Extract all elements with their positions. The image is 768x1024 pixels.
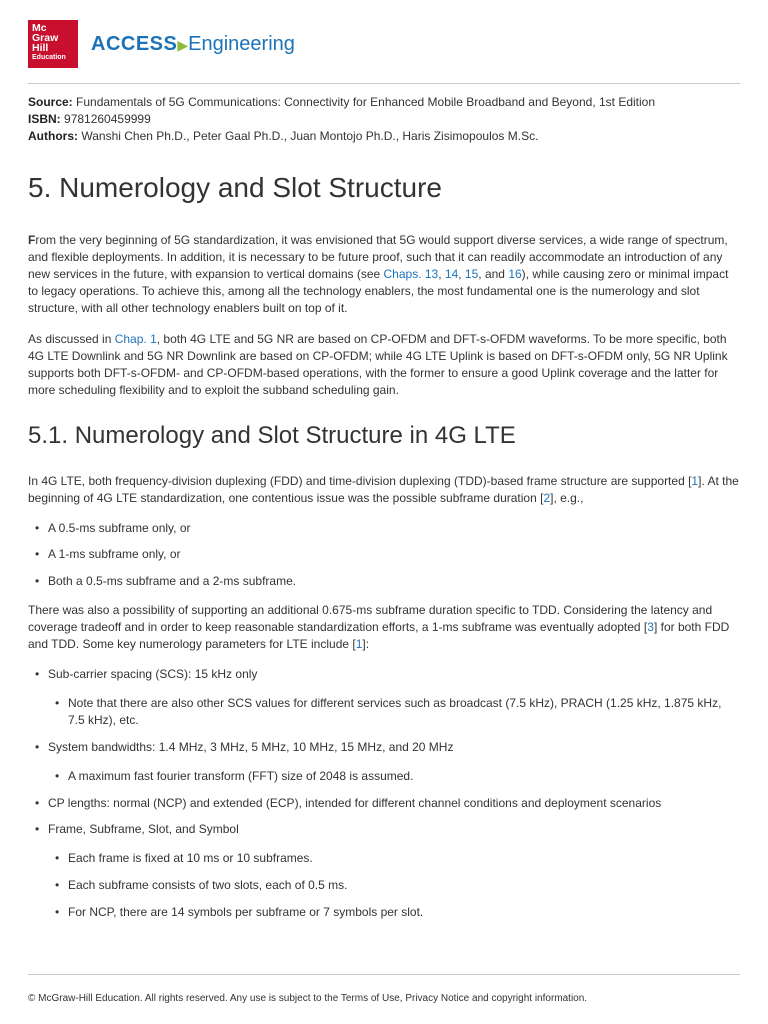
list-item: [35, 520, 740, 537]
separator: , and: [478, 267, 509, 281]
bullet-icon: •: [35, 667, 40, 681]
paragraph-text: ] for both FDD and TDD. Some key numerology parameters for LTE include [: [28, 620, 730, 651]
list-item-text: Each frame is fixed at 10 ms or 10 subframes.: [68, 851, 313, 865]
chapter-link[interactable]: 15: [464, 267, 479, 281]
isbn-label: ISBN:: [28, 112, 61, 126]
list-subitem: [55, 850, 740, 867]
section-title: 5.1. Numerology and Slot Structure in 4G LTE: [28, 422, 516, 449]
footer-divider: [28, 974, 740, 975]
list-item-text: A 0.5-ms subframe only, or: [48, 521, 191, 535]
paragraph-text: ), while causing zero or minimal impact to legacy operations. To achieve this, among all the technology enablers, the most fundamental one is the numerology and slot structure, with all other technology enablers built on top of it.: [28, 267, 729, 315]
bullet-icon: •: [55, 851, 60, 865]
logo-line: Mc: [32, 22, 47, 34]
paragraph-text: rom the very beginning of 5G standardization, it was envisioned that 5G would support diverse services, a wide range of spectrum, and flexible deployments. In addition, it is necessary to be future proof, such that it can readily accommodate an introduction of any new services in the future, with expansion to vertical domains (see: [28, 233, 728, 281]
source-label: Source:: [28, 95, 73, 109]
paragraph: [28, 473, 740, 507]
source-value: Fundamentals of 5G Communications: Connectivity for Enhanced Mobile Broadband and Beyond, 1st Edition: [76, 95, 656, 109]
bullet-icon: •: [55, 878, 60, 892]
authors-label: Authors:: [28, 129, 78, 143]
bullet-icon: •: [55, 696, 60, 710]
list-item-text: Note that there are also other SCS values for different services such as broadcast (7.5 kHz), PRACH (1.25 kHz, 1.875 kHz, 7.5 kHz), etc.: [68, 696, 722, 727]
chapter-title: 5. Numerology and Slot Structure: [28, 172, 442, 203]
list-item: [35, 795, 740, 812]
reference-link[interactable]: 1: [355, 637, 363, 651]
bullet-icon: •: [55, 905, 60, 919]
paragraph-text: In 4G LTE, both frequency-division duplexing (FDD) and time-division duplexing (TDD)-based frame structure are supported [: [28, 474, 692, 488]
list-item-text: Both a 0.5-ms subframe and a 2-ms subframe.: [48, 574, 297, 588]
bullet-icon: •: [35, 547, 40, 561]
access-engineering-logo[interactable]: [91, 31, 295, 58]
list-item: [35, 821, 740, 838]
reference-link[interactable]: 2: [543, 491, 551, 505]
chapter-link[interactable]: Chap. 1: [114, 332, 157, 346]
brand-access: ACCESS: [91, 33, 178, 55]
separator: ,: [458, 267, 465, 281]
paragraph-text: ]. At the beginning of 4G LTE standardization, one contentious issue was the possible subframe duration [: [28, 474, 739, 505]
brand-engineering: Engineering: [188, 33, 295, 55]
chapter-link[interactable]: 16: [508, 267, 522, 281]
chapter-link[interactable]: Chaps. 13: [383, 267, 439, 281]
paragraph: [28, 232, 740, 317]
bullet-icon: •: [55, 769, 60, 783]
reference-link[interactable]: 1: [691, 474, 699, 488]
paragraph: [28, 602, 740, 653]
list-item-text: System bandwidths: 1.4 MHz, 3 MHz, 5 MHz, 10 MHz, 15 MHz, and 20 MHz: [48, 740, 454, 754]
list-item: [35, 546, 740, 563]
footer-copyright: © McGraw-Hill Education. All rights reserved. Any use is subject to the Terms of Use, Privacy Notice and copyright information.: [28, 993, 588, 1004]
paragraph-text: There was also a possibility of supporting an additional 0.675-ms subframe duration specific to TDD. Considering the latency and coverage tradeoff and in order to keep reasonable standardization efforts, a 1-ms subframe was eventually adopted [: [28, 603, 713, 634]
list-item-text: CP lengths: normal (NCP) and extended (ECP), intended for different channel conditions and deployment scenarios: [48, 796, 662, 810]
reference-link[interactable]: 3: [647, 620, 654, 634]
bullet-icon: •: [35, 574, 40, 588]
bullet-icon: •: [35, 740, 40, 754]
list-item-text: A maximum fast fourier transform (FFT) size of 2048 is assumed.: [68, 769, 414, 783]
list-subitem: [55, 695, 740, 729]
bullet-icon: •: [35, 521, 40, 535]
bullet-icon: •: [35, 822, 40, 836]
list-subitem: [55, 904, 740, 921]
list-item-text: A 1-ms subframe only, or: [48, 547, 181, 561]
isbn-value: 9781260459999: [64, 112, 151, 126]
logo-line: Graw: [32, 32, 59, 44]
chapter-link[interactable]: 14: [444, 267, 459, 281]
header: [28, 20, 740, 68]
paragraph: [28, 331, 740, 399]
logo-line: Education: [32, 54, 66, 61]
list-item-text: Sub-carrier spacing (SCS): 15 kHz only: [48, 667, 258, 681]
source-info: [28, 94, 740, 145]
header-divider: [28, 83, 740, 84]
paragraph-text: ]:: [362, 637, 370, 651]
bullet-icon: •: [35, 796, 40, 810]
paragraph-text: ], e.g.,: [550, 491, 584, 505]
list-item-text: Frame, Subframe, Slot, and Symbol: [48, 822, 239, 836]
mcgraw-hill-logo[interactable]: [28, 20, 78, 68]
list-item: [35, 739, 740, 756]
list-item-text: Each subframe consists of two slots, each of 0.5 ms.: [68, 878, 348, 892]
paragraph-text: As discussed in: [28, 332, 115, 346]
list-subitem: [55, 768, 740, 785]
list-subitem: [55, 877, 740, 894]
authors-value: Wanshi Chen Ph.D., Peter Gaal Ph.D., Juan Montojo Ph.D., Haris Zisimopoulos M.Sc.: [81, 129, 539, 143]
separator: ,: [438, 267, 445, 281]
dropcap: F: [28, 233, 36, 247]
paragraph-text: , both 4G LTE and 5G NR are based on CP-OFDM and DFT-s-OFDM waveforms. To be more specific, both 4G LTE Downlink and 5G NR Downlink are based on CP-OFDM; while 4G LTE Uplink is based on DFT-s-OFDM only, 5G NR Uplink supports both DFT-s-OFDM- and CP-OFDM-based operations, with the former to ensure a good Uplink coverage and the latter for more scheduling flexibility and to exploit the subband scheduling gain.: [28, 332, 728, 397]
list-item-text: For NCP, there are 14 symbols per subframe or 7 symbols per slot.: [68, 905, 424, 919]
logo-line: Hill: [32, 42, 49, 54]
list-item: [35, 666, 740, 683]
arrow-icon: ▶: [177, 37, 189, 53]
list-item: [35, 573, 740, 590]
